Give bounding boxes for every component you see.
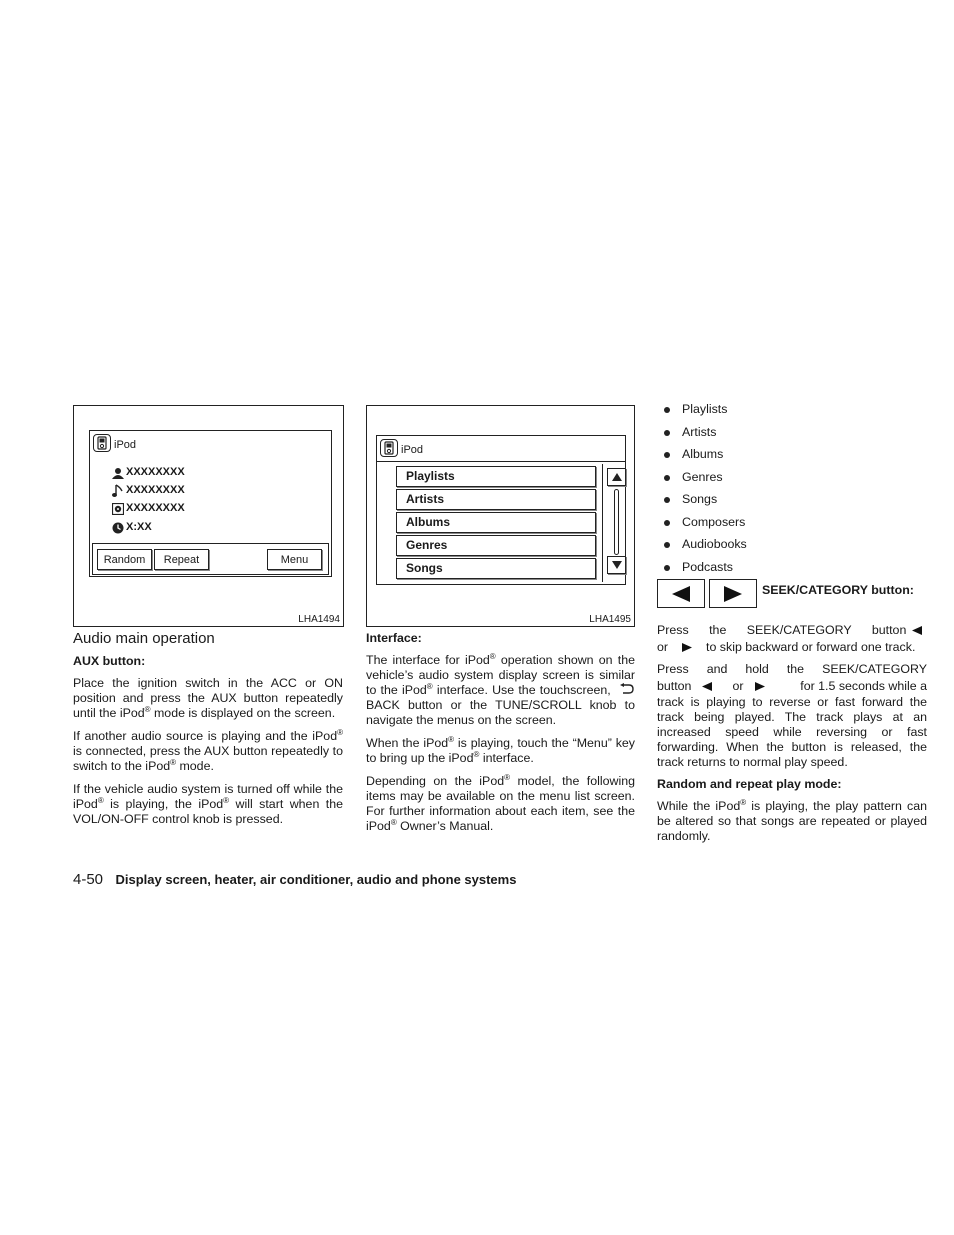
column-middle — [366, 631, 635, 834]
seek-back-button[interactable] — [657, 579, 705, 608]
back-arrow-icon — [619, 683, 635, 695]
scroll-track[interactable] — [614, 489, 619, 555]
text: interface. — [479, 751, 534, 765]
reg-mark: ® — [426, 681, 433, 691]
reg-mark: ® — [97, 795, 104, 805]
menu-item-artists[interactable]: Artists — [396, 489, 596, 510]
page-number: 4-50 — [73, 871, 104, 888]
list-item-text: Audiobooks — [682, 537, 747, 551]
clock-icon — [112, 522, 124, 534]
text: will start when the VOL/ON-OFF control knob is pressed. — [73, 797, 343, 826]
list-item-text: Artists — [682, 425, 717, 439]
song-text: XXXXXXXX — [126, 484, 185, 496]
seek-paragraph-2 — [657, 661, 927, 770]
album-text: XXXXXXXX — [126, 502, 185, 514]
right-small-triangle-icon — [755, 682, 765, 691]
reg-mark: ® — [223, 795, 230, 805]
menu-item-genres[interactable]: Genres — [396, 535, 596, 556]
up-arrow-icon — [612, 473, 622, 481]
scrollbar[interactable] — [602, 464, 628, 582]
list-item-text: Composers — [682, 515, 746, 529]
text: or — [657, 640, 669, 654]
music-note-icon — [112, 484, 124, 498]
text: to skip backward or forward one track. — [706, 640, 916, 654]
ipod-icon — [380, 439, 398, 457]
source-label: iPod — [401, 444, 424, 456]
interface-paragraph-2 — [366, 736, 635, 766]
source-label: iPod — [114, 439, 137, 451]
text: is connected, press the AUX button repeatedly to switch to the iPod — [73, 744, 343, 773]
random-repeat-heading: Random and repeat play mode: — [657, 777, 842, 791]
menu-item-playlists[interactable]: Playlists — [396, 466, 596, 487]
reg-mark: ® — [390, 817, 397, 827]
artist-icon — [112, 467, 124, 479]
song-row — [112, 484, 232, 500]
scroll-down-button[interactable] — [607, 556, 626, 574]
column-left — [73, 630, 343, 827]
aux-paragraph-2 — [73, 729, 343, 774]
list-item-text: Songs — [682, 492, 718, 506]
text: Press and hold the SEEK/CATEGORY — [657, 662, 927, 676]
text: interface. Use the touchscreen, — [432, 683, 611, 697]
text: While the iPod — [657, 799, 741, 813]
text: model, the following items may be available on the menu list screen. For further information about each item, see the iPod — [366, 774, 635, 833]
repeat-button[interactable]: Repeat — [154, 549, 209, 570]
ipod-menu-screen — [376, 435, 626, 585]
text: is playing, touch the “Menu” key to bring up the iPod — [366, 736, 635, 765]
reg-mark: ® — [448, 734, 455, 744]
random-repeat-paragraph — [657, 799, 927, 844]
page-footer — [73, 871, 516, 889]
figure-interface — [366, 405, 635, 627]
menu-header — [377, 436, 625, 462]
text: BACK button or the TUNE/SCROLL knob to navigate the menus on the screen. — [366, 698, 635, 727]
interface-paragraph-3 — [366, 774, 635, 834]
interface-paragraph-1 — [366, 653, 635, 728]
reg-mark: ® — [740, 797, 747, 807]
text: Owner’s Manual. — [396, 819, 494, 833]
text: or — [732, 679, 744, 693]
left-small-triangle-icon — [912, 626, 922, 635]
interface-heading: Interface: — [366, 631, 422, 645]
text: for 1.5 seconds while a — [800, 679, 927, 693]
menu-item-albums[interactable]: Albums — [396, 512, 596, 533]
text: Depending on the iPod — [366, 774, 505, 788]
random-button[interactable]: Random — [97, 549, 152, 570]
album-icon — [112, 503, 124, 515]
list-item-text: Playlists — [682, 402, 728, 416]
reg-mark: ® — [337, 727, 343, 737]
reg-mark: ® — [144, 704, 151, 714]
aux-paragraph-3 — [73, 782, 343, 827]
seek-paragraph-1 — [657, 622, 927, 656]
time-row — [112, 521, 232, 537]
text: button — [657, 679, 692, 693]
menu-item-songs[interactable]: Songs — [396, 558, 596, 579]
right-triangle-icon — [724, 586, 742, 602]
section-heading: Audio main operation — [73, 630, 215, 647]
text: is playing, the play pattern can be altered so that songs are repeated or played randomly. — [657, 799, 927, 843]
figure-audio-main — [73, 405, 344, 627]
text: The interface for iPod — [366, 653, 490, 667]
reg-mark: ® — [473, 749, 480, 759]
text: Place the ignition switch in the ACC or ON position and press the AUX button repeatedly until the iPod — [73, 676, 343, 720]
text: is playing, the iPod — [103, 797, 224, 811]
reg-mark: ® — [170, 757, 177, 767]
text: track is playing to reverse or fast forward the track being played. The track plays at an increased speed while reversing or fast forwarding. When the button is released, the track returns to normal play speed. — [657, 695, 927, 769]
text: When the iPod — [366, 736, 449, 750]
column-right — [657, 402, 927, 852]
reg-mark: ® — [489, 651, 496, 661]
text: Press the SEEK/CATEGORY button — [657, 623, 907, 637]
list-item-text: Podcasts — [682, 560, 733, 574]
text: mode is displayed on the screen. — [150, 706, 336, 720]
scroll-up-button[interactable] — [607, 468, 626, 486]
seek-heading: SEEK/CATEGORY button: — [762, 583, 914, 597]
figure-code: LHA1494 — [298, 614, 340, 625]
artist-text: XXXXXXXX — [126, 466, 185, 478]
ipod-icon — [93, 434, 111, 452]
time-text: X:XX — [126, 521, 152, 533]
figure-code: LHA1495 — [589, 614, 631, 625]
text: If the vehicle audio system is turned off while the iPod — [73, 782, 343, 811]
reg-mark: ® — [504, 772, 511, 782]
chapter-title: Display screen, heater, air conditioner, audio and phone systems — [115, 872, 517, 887]
button-bar — [92, 543, 329, 575]
menu-button[interactable]: Menu — [267, 549, 322, 570]
seek-forward-button[interactable] — [709, 579, 757, 608]
left-small-triangle-icon — [702, 682, 712, 691]
list-item-text: Genres — [682, 470, 723, 484]
aux-heading: AUX button: — [73, 654, 146, 668]
down-arrow-icon — [612, 561, 622, 569]
aux-paragraph-1 — [73, 676, 343, 721]
artist-row — [112, 466, 232, 482]
text: mode. — [176, 759, 214, 773]
list-item-text: Albums — [682, 447, 724, 461]
text: operation shown on the vehicle’s audio system display screen is similar to the iPod — [366, 653, 635, 697]
text: If another audio source is playing and the iPod — [73, 729, 338, 743]
right-small-triangle-icon — [682, 643, 692, 652]
ipod-screen — [89, 430, 332, 577]
left-triangle-icon — [672, 586, 690, 602]
album-row — [112, 502, 232, 518]
